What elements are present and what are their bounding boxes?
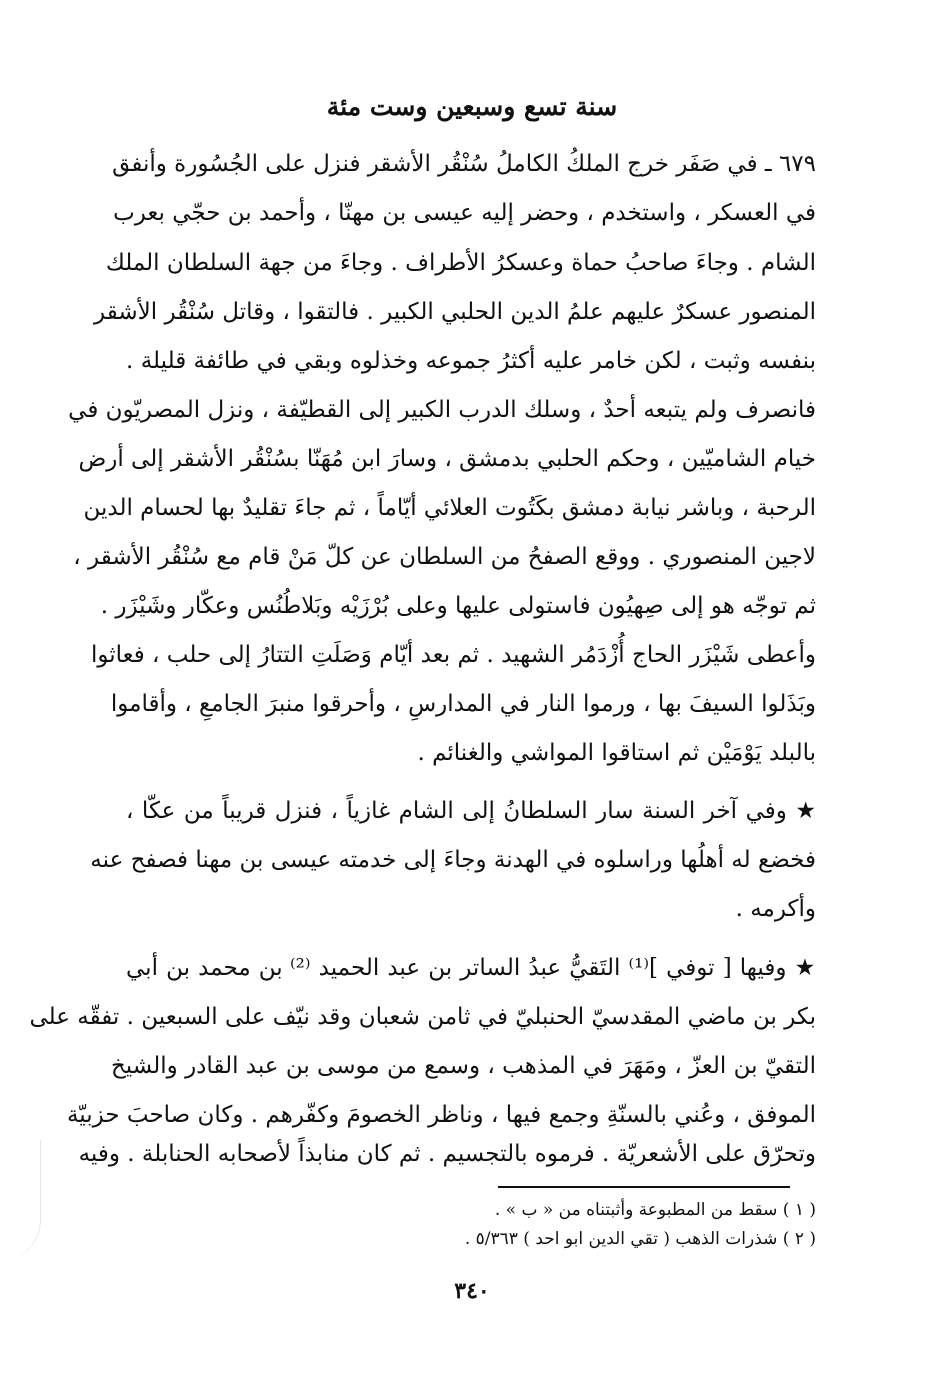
text-line: وأكرمه . xyxy=(735,896,816,922)
text-line: لاجين المنصوري . ووقع الصفحُ من السلطان عن كلّ مَنْ قام مع سُنْقُر الأشقر ، xyxy=(73,544,816,570)
text-line: ثم توجّه هو إلى صِهيُون فاستولى عليها وعلى بُرْزَيْه وبَلاطُنُس وعكّار وشَيْزَر . xyxy=(100,593,816,619)
footnote-divider xyxy=(498,1186,790,1188)
text-line: وأعطى شَيْزَر الحاج أُزْدَمُر الشهيد . ثم بعد أيّام وَصَلَتِ التتارُ إلى حلب ، فعاثوا xyxy=(90,642,816,668)
text-line: الموفق ، وعُني بالسنّةِ وجمع فيها ، وناظر الخصومَ وكفّرهم . وكان صاحبَ حزبيّة xyxy=(66,1102,816,1128)
text-line: ٦٧٩ ـ في صَفَر خرج الملكُ الكاملُ سُنْقُر الأشقر فنزل على الجُسُورة وأنفق xyxy=(112,151,816,177)
text-line: بكر بن ماضي المقدسيّ الحنبليّ في ثامن شعبان وقد نيّف على السبعين . تفقّه على xyxy=(29,1004,816,1030)
text-line: بالبلد يَوْمَيْن ثم استاقوا المواشي والغنائم . xyxy=(417,740,816,766)
text-line: وتحرّق على الأشعريّة . فرموه بالتجسيم . ثم كان منابذاً لأصحابه الحنابلة . وفيه xyxy=(78,1141,816,1167)
text-line: التقيّ بن العزّ ، ومَهَرَ في المذهب ، وسمع من موسى بن عبد القادر والشيخ xyxy=(110,1053,816,1079)
text-line: بنفسه وثبت ، لكن خامر عليه أكثرُ جموعه وخذلوه وبقي في طائفة قليلة . xyxy=(126,348,816,374)
scan-edge-mark xyxy=(0,1140,41,1260)
text-line: فانصرف ولم يتبعه أحدٌ ، وسلك الدرب الكبير إلى القطيّفة ، ونزل المصريّون في xyxy=(68,397,816,423)
text-line: الشام . وجاءَ صاحبُ حماة وعسكرُ الأطراف . وجاءَ من جهة السلطان الملك xyxy=(105,250,816,276)
footnote-item: ( ٢ ) شذرات الذهب ( تقي الدين ابو احد ) ٥/٣٦٣ . xyxy=(464,1229,816,1249)
footnote-item: ( ١ ) سقط من المطبوعة وأثبتناه من « ب » . xyxy=(494,1200,816,1220)
page-number: ٣٤٠ xyxy=(454,1278,490,1304)
text-line: الرحبة ، وباشر نيابة دمشق بكَتُوت العلائي أيّاماً ، ثم جاءَ تقليدٌ بها لحسام الدين xyxy=(83,495,816,521)
text-line: في العسكر ، واستخدم ، وحضر إليه عيسى بن مهنّا ، وأحمد بن حجّي بعرب xyxy=(113,200,816,226)
text-line: ★ وفيها [ توفي ]⁽¹⁾ التَقيُّ عبدُ الساتر بن عبد الحميد ⁽²⁾ بن محمد بن أبي xyxy=(126,955,817,981)
text-line: خيام الشاميّين ، وحكم الحلبي بدمشق ، وسارَ ابن مُهَنّا بسُنْقُر الأشقر إلى أرض xyxy=(78,446,816,472)
text-line: فخضع له أهلُها وراسلوه في الهدنة وجاءَ إلى خدمته عيسى بن مهنا فصفح عنه xyxy=(90,847,816,873)
text-line: ★ وفي آخر السنة سار السلطانُ إلى الشام غازياً ، فنزل قريباً من عكّا ، xyxy=(126,798,816,824)
text-line: المنصور عسكرٌ عليهم علمُ الدين الحلبي الكبير . فالتقوا ، وقاتل سُنْقُر الأشقر xyxy=(94,299,816,325)
page-title: سنة تسع وسبعين وست مئة xyxy=(326,92,618,121)
text-line: وبَذَلوا السيفَ بها ، ورموا النار في المدارسِ ، وأحرقوا منبرَ الجامعِ ، وأقاموا xyxy=(110,691,816,717)
